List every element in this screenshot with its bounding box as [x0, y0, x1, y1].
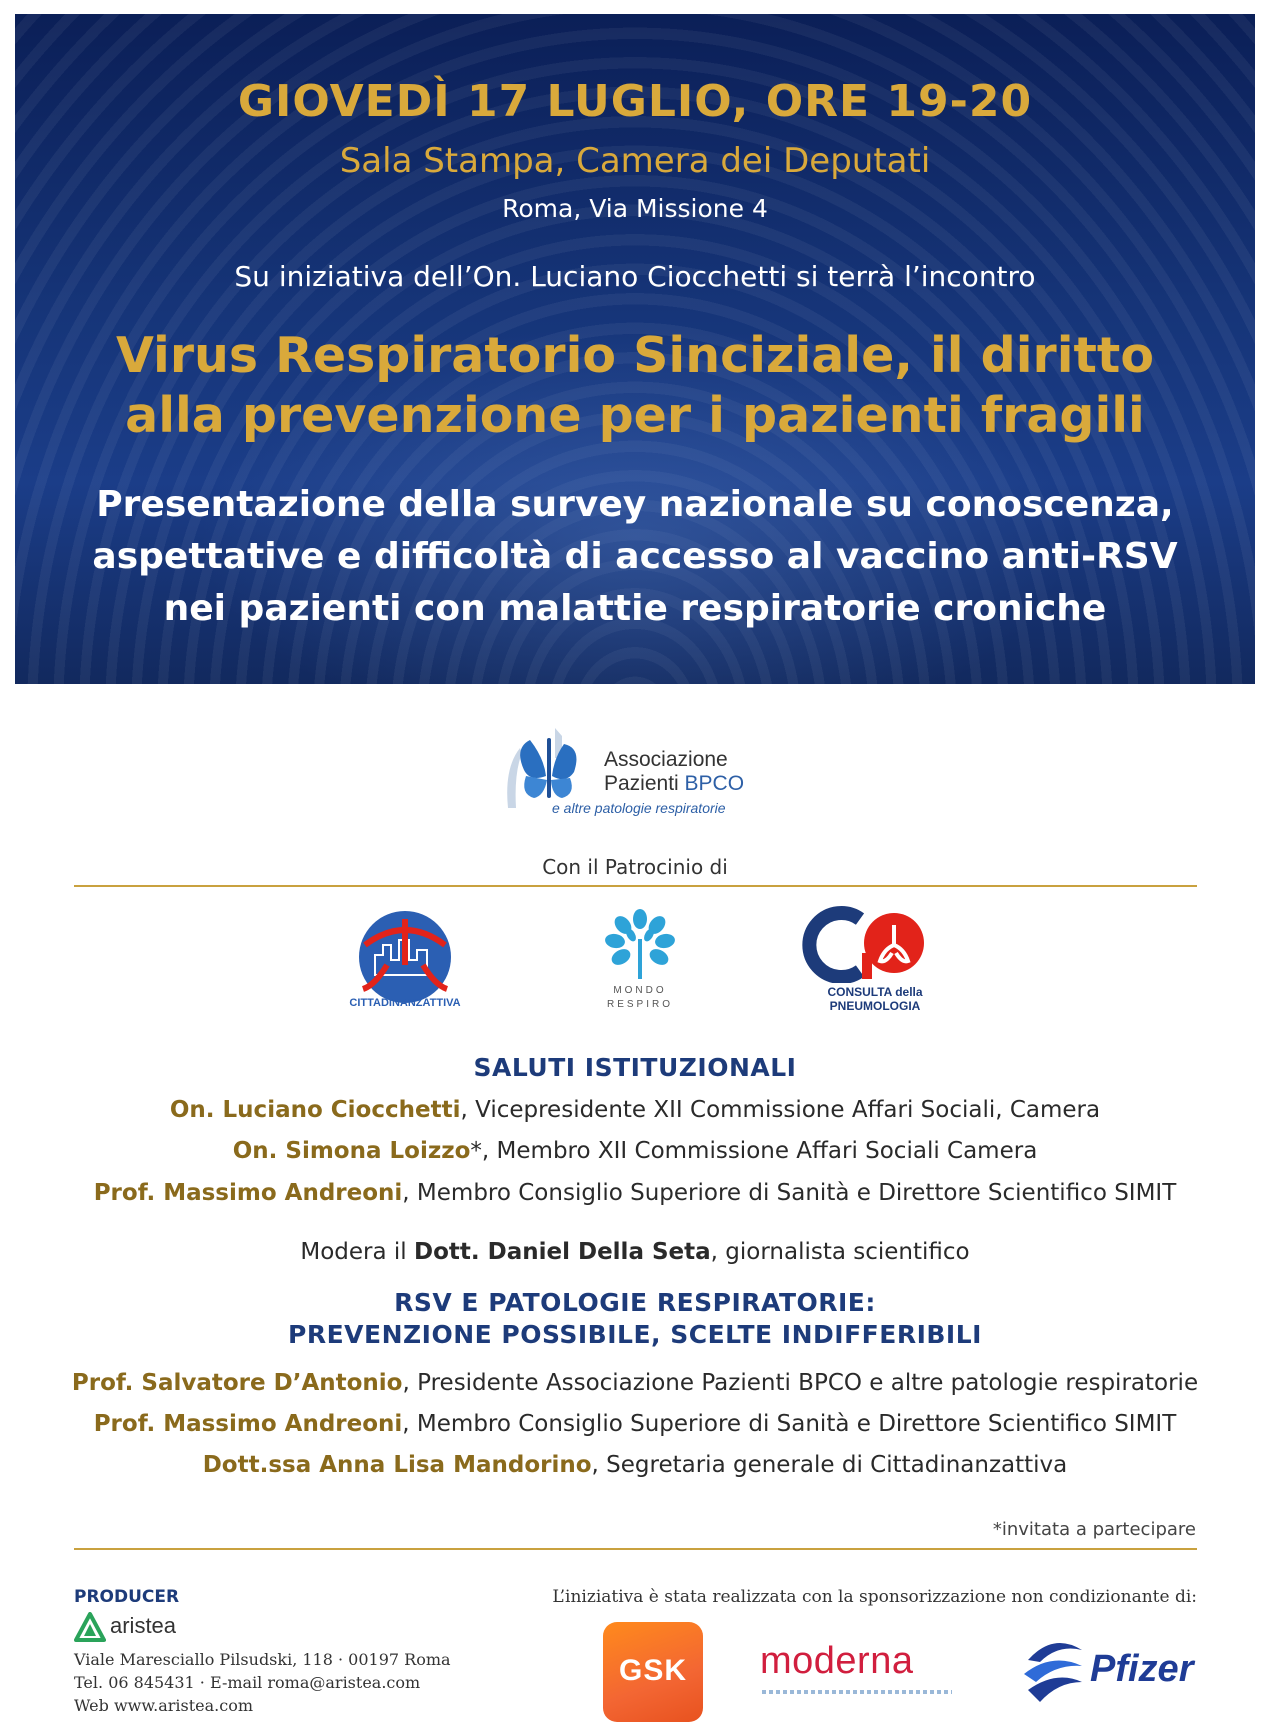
speaker-line [0, 1370, 1270, 1396]
speaker-name: On. Luciano Ciocchetti [169, 1097, 461, 1123]
speaker-line [0, 1097, 1270, 1123]
aristea-logo [74, 1612, 177, 1642]
speaker-role: , Presidente Associazione Pazienti BPCO e altre patologie respiratorie [402, 1370, 1199, 1396]
speaker-role: , Membro Consiglio Superiore di Sanità e Direttore Scientifico SIMIT [402, 1411, 1177, 1437]
event-venue: Sala Stampa, Camera dei Deputati [339, 141, 931, 181]
moderator-name: Dott. Daniel Della Seta [414, 1239, 711, 1265]
gsk-wordmark: GSK [618, 1654, 687, 1687]
speaker-name: Prof. Massimo Andreoni [93, 1180, 403, 1206]
divider [74, 885, 1197, 887]
gsk-logo [603, 1622, 703, 1722]
moderna-wordmark: moderna [760, 1640, 914, 1682]
moderator-line [0, 1239, 1270, 1265]
mondo-respiro-logo [595, 905, 685, 1015]
mondo-respiro-caption-2: RESPIRO [606, 999, 673, 1010]
pfizer-wordmark: Pfizer [1090, 1648, 1194, 1690]
cittadinanzattiva-caption: CITTADINANZATTIVA [349, 997, 461, 1009]
producer-address: Viale Maresciallo Pilsudski, 118 · 00197 Roma [74, 1650, 451, 1669]
speaker-name: Dott.ssa Anna Lisa Mandorino [202, 1452, 592, 1478]
speaker-line [0, 1180, 1270, 1206]
consulta-caption-1: CONSULTA della [827, 985, 923, 999]
event-banner [15, 14, 1255, 684]
moderator-suffix: , giornalista scientifico [710, 1239, 970, 1265]
event-title-line-2: alla prevenzione per i pazienti fragili [125, 387, 1145, 444]
organizer-name-pazienti: Pazienti [604, 772, 685, 795]
divider [74, 1548, 1197, 1550]
event-title [15, 326, 1255, 446]
section-title-rsv-line-1: RSV E PATOLOGIE RESPIRATORIE: [394, 1288, 876, 1317]
organizer-name-line-1: Associazione [604, 748, 728, 771]
organizer-name-line-2 [604, 772, 744, 796]
event-subtitle-line-2: aspettative e difficoltà di accesso al vaccino anti-RSV [92, 536, 1178, 577]
tree-icon [595, 905, 685, 985]
speaker-name: Prof. Massimo Andreoni [93, 1411, 403, 1437]
section-title-rsv [0, 1287, 1270, 1351]
speaker-line [0, 1138, 1270, 1164]
speaker-line [0, 1452, 1270, 1478]
section-title-rsv-line-2: PREVENZIONE POSSIBILE, SCELTE INDIFFERIBILI [288, 1320, 982, 1349]
speaker-role: , Segretaria generale di Cittadinanzattiva [591, 1452, 1068, 1478]
speaker-role: *, Membro XII Commissione Affari Sociali Camera [470, 1138, 1038, 1164]
consulta-pneumologia-logo [800, 905, 950, 1015]
producer-website[interactable]: Web www.aristea.com [74, 1696, 254, 1715]
event-subtitle-line-1: Presentazione della survey nazionale su conoscenza, [96, 484, 1174, 525]
pfizer-logo [1018, 1630, 1198, 1710]
patronage-label: Con il Patrocinio di [542, 855, 728, 879]
speaker-name: Prof. Salvatore D’Antonio [71, 1370, 403, 1396]
moderna-logo [760, 1640, 960, 1700]
footnote: *invitata a partecipare [992, 1519, 1196, 1540]
speaker-name: On. Simona Loizzo [232, 1138, 471, 1164]
mondo-respiro-caption-1: MONDO [613, 985, 667, 996]
aristea-name: aristea [110, 1613, 177, 1638]
event-title-line-1: Virus Respiratorio Sinciziale, il diritto [115, 327, 1155, 384]
aristea-triangle-icon [74, 1612, 106, 1642]
moderator-prefix: Modera il [300, 1239, 414, 1265]
sponsor-label: L’iniziativa è stata realizzata con la sponsorizzazione non condizionante di: [552, 1587, 1197, 1607]
moderna-dots [762, 1690, 952, 1694]
producer-label: PRODUCER [74, 1587, 180, 1607]
speaker-role: , Vicepresidente XII Commissione Affari Sociali, Camera [460, 1097, 1101, 1123]
speaker-line [0, 1411, 1270, 1437]
section-title-saluti: SALUTI ISTITUZIONALI [473, 1053, 797, 1082]
initiative-line: Su iniziativa dell’On. Luciano Ciocchetti si terrà l’incontro [234, 260, 1036, 293]
event-subtitle [15, 479, 1255, 635]
lungs-icon [800, 905, 950, 983]
organizer-name-bpco: BPCO [684, 772, 745, 795]
consulta-caption-2: PNEUMOLOGIA [829, 999, 921, 1013]
speaker-role: , Membro Consiglio Superiore di Sanità e Direttore Scientifico SIMIT [402, 1180, 1177, 1206]
pfizer-swirl-icon [1018, 1630, 1088, 1710]
organizer-name-line-3: e altre patologie respiratorie [552, 800, 726, 816]
event-subtitle-line-3: nei pazienti con malattie respiratorie croniche [163, 588, 1107, 629]
cittadinanzattiva-logo [335, 905, 475, 1015]
event-address: Roma, Via Missione 4 [502, 194, 768, 223]
event-date: GIOVEDÌ 17 LUGLIO, ORE 19-20 [237, 76, 1033, 127]
organizer-logo [500, 718, 790, 818]
producer-contacts: Tel. 06 845431 · E-mail roma@aristea.com [74, 1673, 421, 1692]
